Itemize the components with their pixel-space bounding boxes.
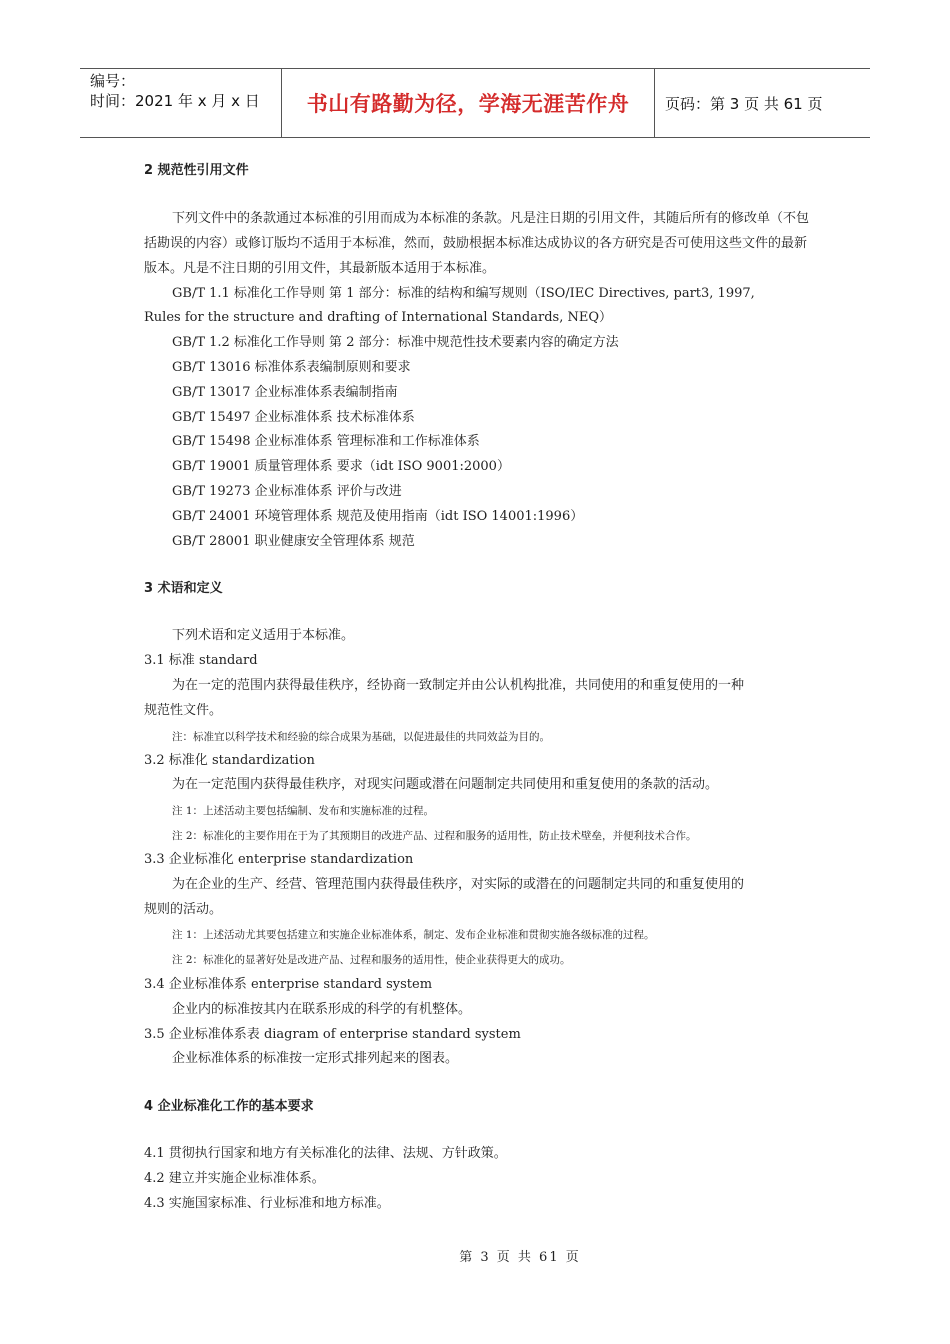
- header-page-cell: [655, 69, 870, 137]
- reference-item-continued: Rules for the structure and drafting of International Standards, NEQ）: [144, 310, 612, 325]
- term-3-2-note-2: 注 2：标准化的主要作用在于为了其预期目的改进产品、过程和服务的适用性，防止技术壁垒，并便利技术合作。: [172, 830, 697, 842]
- reference-item: GB/T 19273 企业标准体系 评价与改进: [172, 484, 402, 499]
- term-3-3-definition-continued: 规则的活动。: [144, 902, 223, 917]
- document-number-label: 编号：: [90, 72, 136, 90]
- term-3-5-definition: 企业标准体系的标准按一定形式排列起来的图表。: [172, 1051, 459, 1066]
- term-3-2-title: 3.2 标准化 standardization: [144, 753, 315, 768]
- section-3-heading: 3 术语和定义: [144, 581, 223, 596]
- reference-item: GB/T 15497 企业标准体系 技术标准体系: [172, 410, 415, 425]
- term-3-1-definition: 为在一定的范围内获得最佳秩序，经协商一致制定并由公认机构批准，共同使用的和重复使用的一种: [172, 678, 745, 693]
- term-3-3-title: 3.3 企业标准化 enterprise standardization: [144, 852, 414, 867]
- term-3-2-note-1: 注 1：上述活动主要包括编制、发布和实施标准的过程。: [172, 805, 435, 817]
- header-motto: 书山有路勤为径，学海无涯苦作舟: [306, 92, 630, 116]
- reference-item: GB/T 28001 职业健康安全管理体系 规范: [172, 534, 415, 549]
- term-3-3-note-1: 注 1：上述活动尤其要包括建立和实施企业标准体系，制定、发布企业标准和贯彻实施各级标准的过程。: [172, 929, 655, 941]
- header-page-number: 页码：第 3 页 共 61 页: [665, 94, 823, 113]
- requirement-item: 4.1 贯彻执行国家和地方有关标准化的法律、法规、方针政策。: [144, 1146, 507, 1161]
- term-3-2-definition: 为在一定范围内获得最佳秩序，对现实问题或潜在问题制定共同使用和重复使用的条款的活动。: [172, 777, 719, 792]
- section-2-heading: 2 规范性引用文件: [144, 163, 249, 178]
- term-3-4-title: 3.4 企业标准体系 enterprise standard system: [144, 977, 433, 992]
- term-3-3-note-2: 注 2：标准化的显著好处是改进产品、过程和服务的适用性，使企业获得更大的成功。: [172, 954, 571, 966]
- page-footer: 第 3 页 共 61 页: [459, 1250, 581, 1265]
- document-date-label: 时间：2021 年 x 月 x 日: [90, 92, 260, 110]
- term-3-3-definition: 为在企业的生产、经营、管理范围内获得最佳秩序，对实际的或潜在的问题制定共同的和重复使用的: [172, 877, 745, 892]
- reference-item: GB/T 19001 质量管理体系 要求（idt ISO 9001:2000）: [172, 459, 510, 474]
- page-header: [80, 68, 870, 138]
- section-3-intro: 下列术语和定义适用于本标准。: [172, 628, 355, 643]
- header-motto-cell: [282, 69, 655, 137]
- term-3-5-title: 3.5 企业标准体系表 diagram of enterprise standard system: [144, 1027, 521, 1042]
- reference-item: GB/T 1.2 标准化工作导则 第 2 部分：标准中规范性技术要素内容的确定方法: [172, 335, 619, 350]
- term-3-4-definition: 企业内的标准按其内在联系形成的科学的有机整体。: [172, 1002, 472, 1017]
- reference-item: GB/T 24001 环境管理体系 规范及使用指南（idt ISO 14001:1996）: [172, 509, 584, 524]
- reference-item: GB/T 13017 企业标准体系表编制指南: [172, 385, 398, 400]
- term-3-1-note: 注：标准宜以科学技术和经验的综合成果为基础，以促进最佳的共同效益为目的。: [172, 731, 550, 743]
- term-3-1-title: 3.1 标准 standard: [144, 653, 258, 668]
- requirement-item: 4.3 实施国家标准、行业标准和地方标准。: [144, 1196, 390, 1211]
- reference-item: GB/T 1.1 标准化工作导则 第 1 部分：标准的结构和编写规则（ISO/IEC Directives, part3, 1997,: [172, 286, 755, 301]
- reference-item: GB/T 13016 标准体系表编制原则和要求: [172, 360, 411, 375]
- requirement-item: 4.2 建立并实施企业标准体系。: [144, 1171, 325, 1186]
- reference-item: GB/T 15498 企业标准体系 管理标准和工作标准体系: [172, 434, 480, 449]
- term-3-1-definition-continued: 规范性文件。: [144, 703, 223, 718]
- section-4-heading: 4 企业标准化工作的基本要求: [144, 1099, 314, 1114]
- header-meta: [80, 69, 282, 137]
- section-2-intro: 下列文件中的条款通过本标准的引用而成为本标准的条款。凡是注日期的引用文件，其随后所有的修改单（不包括勘误的内容）或修订版均不适用于本标准，然而，鼓励根据本标准达成协议的各方研究是否可使用这些文件的最新版本。凡是不注日期的引用文件，其最新版本适用于本标准。: [144, 211, 810, 276]
